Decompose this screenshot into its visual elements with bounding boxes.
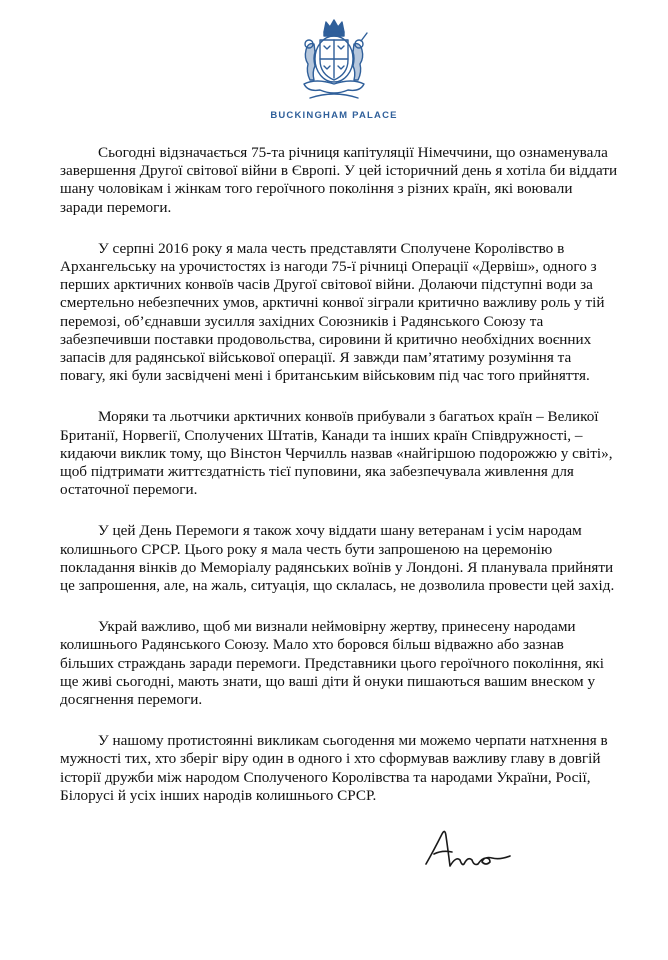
palace-name: BUCKINGHAM PALACE: [270, 110, 398, 121]
paragraph-4: У цей День Перемоги я також хочу віддати шану ветеранам і усім народам колишнього СРСР. Цього року я мала честь бути запрошеною на церемонію покладання вінків до Меморіалу радянських воїнів у Лондоні. Я планувала прийняти це запрошення, але, на жаль, ситуація, що склалась, не дозволила провести цей захід.: [60, 522, 615, 595]
letterhead: [0, 14, 668, 121]
paragraph-5: Украй важливо, щоб ми визнали неймовірну жертву, принесену народами колишнього Радянського Союзу. Мало хто боровся більш відважно або зазнав більших страждань заради перемоги. Представники цього героїчного покоління, які ще живі сьогодні, мають знати, що ваші діти й онуки пишаються вашим внеском у досягнення перемоги.: [60, 618, 604, 709]
signature: [420, 820, 530, 881]
paragraph-1: Сьогодні відзначається 75-та річниця капітуляції Німеччини, що ознаменувала завершення Другої світової війни в Європі. У цей історичний день я хотіла би віддати шану чоловікам і жінкам того героїчного покоління з різних країн, які воювали заради перемоги.: [60, 144, 618, 216]
royal-coat-of-arms-icon: [286, 14, 382, 104]
handwritten-signature-icon: [420, 820, 530, 876]
paragraph-3: Моряки та льотчики арктичних конвоїв прибували з багатьох країн – Великої Британії, Норвегії, Сполучених Штатів, Канади та інших країн Співдружності, – кидаючи виклик тому, що Вінстон Черчилль назвав «найгіршою подорожжю у світі», щоб підтримати життєздатність тієї пуповини, яка забезпечувала живлення для остаточної перемоги.: [60, 408, 613, 499]
letter-body: [60, 144, 618, 828]
paragraph-6: У нашому протистоянні викликам сьогодення ми можемо черпати натхнення в мужності тих, хто зберіг віру один в одного і хто сформував важливу главу в довгій історії дружби між народом Сполученого Королівства та народами України, Росії, Білорусі й усіх інших народів колишнього СРСР.: [60, 732, 608, 804]
paragraph-2: У серпні 2016 року я мала честь представляти Сполучене Королівство в Архангельську на урочистостях із нагоди 75-ї річниці Операції «Дервіш», одного з перших арктичних конвоїв часів Другої світової війни. Долаючи підступні води за смертельно небезпечних умов, арктичні конвої зіграли критично важливу роль у тій перемозі, об’єднавши зусилля західних Союзників і Радянського Союзу та забезпечивши поставки продовольства, сировини й критично необхідних воєнних запасів для радянської військової операції. Я завжди пам’ятатиму розуміння та повагу, які були засвідчені мені і британським військовим під час того прийняття.: [60, 239, 605, 385]
